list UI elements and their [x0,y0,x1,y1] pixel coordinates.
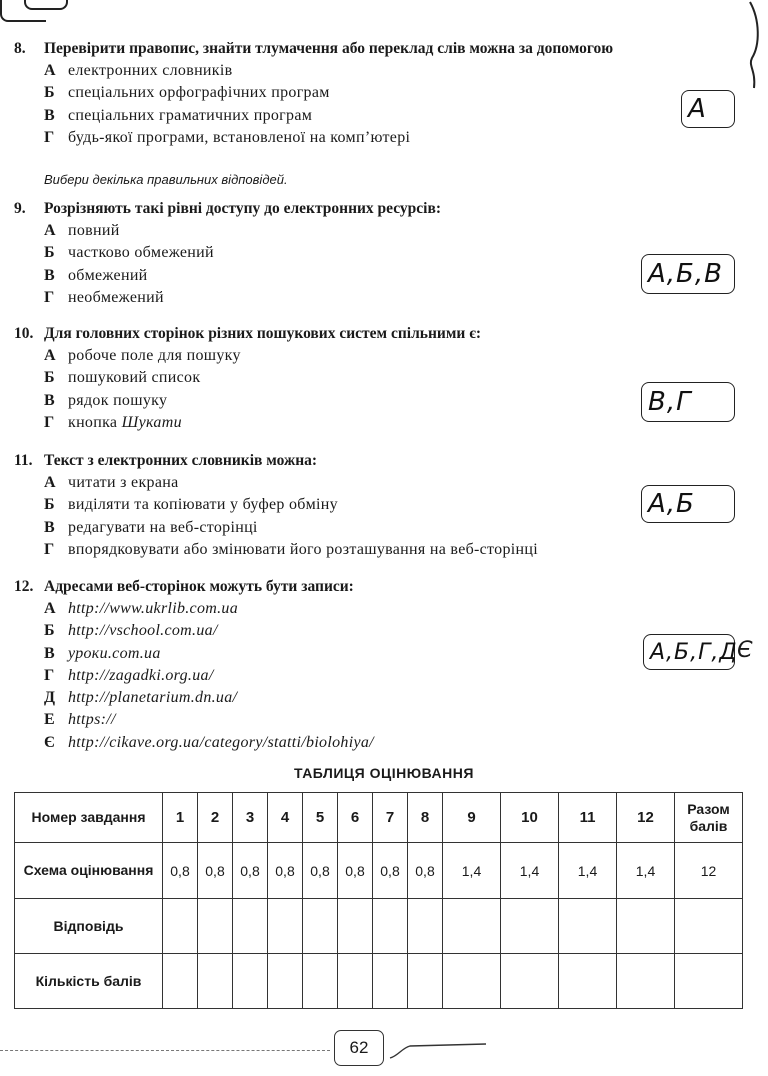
answer-cell[interactable] [338,899,373,954]
points-cell[interactable] [338,954,373,1009]
option-b[interactable]: Б частково обмежений [44,244,214,262]
row-header: Номер завдання [15,793,163,843]
option-v[interactable]: В рядок пошуку [44,391,168,409]
points-cell[interactable] [408,954,443,1009]
question-12-title: 12. Адресами веб-сторінок можуть бути записи: [14,578,354,595]
question-10-title: 10. Для головних сторінок різних пошукових систем спільними є: [14,325,482,342]
option-v[interactable]: В спеціальних граматичних програм [44,106,313,124]
points-cell[interactable] [373,954,408,1009]
points-cell[interactable] [559,954,617,1009]
option-a[interactable]: А повний [44,222,120,239]
table-row-points [15,954,743,1009]
answer-cell[interactable] [559,899,617,954]
score-cell: 0,8 [198,843,233,899]
option-v[interactable]: В обмежений [44,266,148,284]
total-score: 12 [675,843,743,899]
points-cell[interactable] [443,954,501,1009]
option-b[interactable]: Б http://vschool.com.ua/ [44,622,218,640]
answer-box-8[interactable]: А [681,90,735,128]
question-11 [14,450,734,561]
task-number: 11 [559,793,617,843]
question-8 [14,38,734,149]
question-10 [14,323,734,434]
points-cell[interactable] [233,954,268,1009]
score-cell: 0,8 [233,843,268,899]
answer-box-9[interactable]: А,Б,В [641,254,735,294]
question-8-title [14,38,734,60]
task-number: 12 [617,793,675,843]
answer-cell[interactable] [373,899,408,954]
binding-curve-icon [746,0,762,90]
task-number: 10 [501,793,559,843]
option-v[interactable]: В уроки.com.ua [44,644,161,662]
score-cell: 1,4 [501,843,559,899]
option-a[interactable]: А http://www.ukrlib.com.ua [44,600,239,617]
table-row-scores [15,843,743,899]
answer-box-11[interactable]: А,Б [641,485,735,523]
score-cell: 1,4 [617,843,675,899]
table-row-task-numbers [15,793,743,843]
answer-extra-mark: Є [737,638,753,663]
points-cell[interactable] [303,954,338,1009]
option-a[interactable]: А електронних словників [44,62,233,79]
page-corner-tab [24,0,68,10]
score-cell: 1,4 [559,843,617,899]
answer-box-10[interactable]: В,Г [641,382,735,422]
option-h[interactable]: Г впорядковувати або змінювати його розташування на веб-сторінці [44,540,538,558]
task-number: 9 [443,793,501,843]
answer-cell[interactable] [268,899,303,954]
option-b[interactable]: Б виділяти та копіювати у буфер обміну [44,496,338,514]
answer-cell[interactable] [408,899,443,954]
table-title: ТАБЛИЦЯ ОЦІНЮВАННЯ [294,765,474,781]
option-h[interactable]: Г http://zagadki.org.ua/ [44,666,214,684]
score-cell: 1,4 [443,843,501,899]
option-b[interactable]: Б спеціальних орфографічних програм [44,84,330,102]
task-number: 7 [373,793,408,843]
option-a[interactable]: А робоче поле для пошуку [44,347,241,364]
row-header: Схема оцінювання [15,843,163,899]
instruction-text: Вибери декілька правильних відповідей. [44,172,288,187]
points-cell[interactable] [501,954,559,1009]
task-number: 1 [163,793,198,843]
total-header: Разом балів [675,793,743,843]
score-cell: 0,8 [338,843,373,899]
score-cell: 0,8 [303,843,338,899]
option-h[interactable]: Г будь-якої програми, встановленої на комп’ютері [44,128,411,146]
score-cell: 0,8 [408,843,443,899]
table-row-answers [15,899,743,954]
answer-cell[interactable] [501,899,559,954]
task-number: 8 [408,793,443,843]
option-ye[interactable]: Є http://cikave.org.ua/category/statti/biolohiya/ [44,733,374,751]
question-number: 8. [14,40,26,57]
question-text: Перевірити правопис, знайти тлумачення або переклад слів можна за допомогою [44,40,614,57]
task-number: 4 [268,793,303,843]
task-number: 3 [233,793,268,843]
question-9-title: 9. Розрізняють такі рівні доступу до електронних ресурсів: [14,200,442,217]
answer-cell[interactable] [198,899,233,954]
answer-cell[interactable] [233,899,268,954]
points-cell[interactable] [617,954,675,1009]
grading-table [14,792,743,1009]
score-cell: 0,8 [373,843,408,899]
option-d[interactable]: Д http://planetarium.dn.ua/ [44,689,238,707]
score-cell: 0,8 [163,843,198,899]
answer-cell[interactable] [675,899,743,954]
score-cell: 0,8 [268,843,303,899]
row-header: Відповідь [15,899,163,954]
option-h[interactable]: Г кнопка Шукати [44,413,182,431]
answer-cell[interactable] [303,899,338,954]
points-cell[interactable] [198,954,233,1009]
answer-cell[interactable] [443,899,501,954]
option-b[interactable]: Б пошуковий список [44,369,201,387]
task-number: 5 [303,793,338,843]
answer-cell[interactable] [617,899,675,954]
answer-cell[interactable] [163,899,198,954]
question-12 [14,576,734,754]
row-header: Кількість балів [15,954,163,1009]
option-e[interactable]: Е https:// [44,711,116,729]
option-v[interactable]: В редагувати на веб-сторінці [44,518,258,536]
points-cell[interactable] [675,954,743,1009]
points-cell[interactable] [268,954,303,1009]
answer-box-12[interactable]: А,Б,Г,Д [643,634,735,670]
option-h[interactable]: Г необмежений [44,288,164,306]
question-9 [14,198,734,309]
points-cell[interactable] [163,954,198,1009]
question-11-title: 11. Текст з електронних словників можна: [14,452,318,469]
option-a[interactable]: А читати з екрана [44,474,179,491]
footer-swoosh-icon [388,1040,488,1060]
task-number: 6 [338,793,373,843]
footer-divider [0,1050,330,1051]
task-number: 2 [198,793,233,843]
page-number: 62 [334,1030,384,1066]
